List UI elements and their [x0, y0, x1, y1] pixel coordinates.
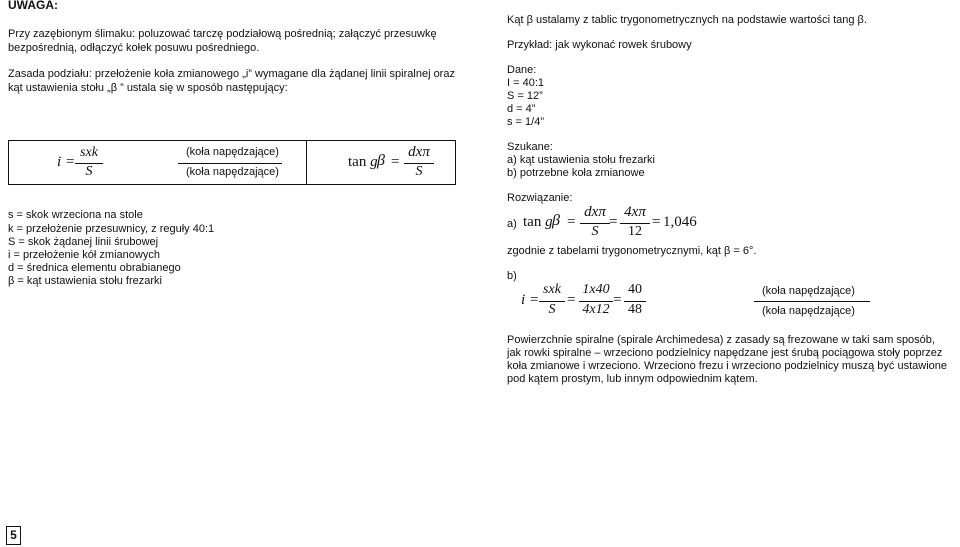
solution-b-eq2: = [567, 292, 576, 308]
formula-tan-denominator: S [415, 164, 423, 179]
solution-a-num1: dxπ [584, 204, 606, 220]
solution-b-num3: 40 [628, 282, 642, 297]
solution-b-gears-bottom: (koła napędzające) [762, 305, 855, 317]
solution-a-eq3: = [652, 214, 661, 230]
solution-a-eq2: = [609, 214, 618, 230]
legend-item: S = skok żądanej linii śrubowej [8, 236, 159, 248]
principle-line-1: Zasada podziału: przełożenie koła zmianowego „i” wymagane dla żądanej linii spiralnej oraz [8, 68, 455, 80]
intro-text: Kąt β ustalamy z tablic trygonometrycznych na podstawie wartości tang β. [507, 14, 867, 26]
solution-title: Rozwiązanie: [507, 192, 573, 204]
formula-i-lhs: i [57, 154, 62, 170]
closing-line: Powierzchnie spiralne (spirale Archimedesa) z zasady są frezowane w taki sam sposób, [507, 334, 935, 346]
formula-panel-right-border [455, 140, 456, 185]
solution-b-lhs: i [521, 292, 526, 308]
solution-b-gears-top: (koła napędzające) [762, 285, 855, 297]
warning-title: UWAGA: [8, 0, 58, 12]
legend-item: i = przełożenie kół zmianowych [8, 249, 160, 261]
solution-a-conclusion: zgodnie z tabelami trygonometrycznymi, kąt β = 6°. [507, 245, 757, 257]
given-item: I = 40:1 [507, 77, 545, 89]
example-heading: Przykład: jak wykonać rowek śrubowy [507, 39, 692, 51]
formula-i-eq: = [66, 154, 75, 170]
page-number-box [6, 526, 21, 545]
solution-a-label: a) [507, 218, 517, 230]
solution-b-num2: 1x40 [582, 282, 610, 297]
formula-tan-lhs: tan g [348, 154, 378, 170]
solution-b-den1: S [548, 302, 556, 317]
sought-title: Szukane: [507, 141, 553, 153]
legend-item: β = kąt ustawienia stołu frezarki [8, 275, 162, 287]
given-title: Dane: [507, 64, 537, 76]
principle-line-2: kąt ustawienia stołu „β ” ustala się w sposób następujący: [8, 82, 288, 94]
formula-i-numerator: sxk [80, 145, 98, 160]
solution-a-lhs: tan g [523, 214, 553, 230]
formula-panel-divider [306, 140, 307, 185]
formula-tan-numerator: dxπ [408, 144, 430, 160]
solution-b-gears-bar [754, 301, 870, 302]
given-item: S = 12” [507, 90, 543, 102]
solution-b-num1: sxk [543, 282, 561, 297]
solution-a-eq1: = [567, 214, 576, 230]
solution-b-label: b) [507, 270, 517, 282]
legend-item: k = przełożenie przesuwnicy, z reguły 40:1 [8, 223, 215, 235]
solution-b-den2: 4x12 [582, 302, 610, 317]
warning-line-1: Przy zazębionym ślimaku: poluzować tarczę podziałową pośrednią; załączyć przesuwkę [8, 28, 437, 40]
formula-i-denominator: S [85, 164, 93, 179]
warning-line-2: bezpośrednią, odłączyć kołek posuwu pośredniego. [8, 42, 260, 54]
solution-a-result: 1,046 [663, 214, 697, 230]
gears-label-bottom: (koła napędzające) [186, 166, 279, 178]
formula-tan-beta: β [377, 152, 385, 169]
formula-panel-left-border [8, 140, 9, 185]
solution-a-beta: β [552, 212, 560, 229]
solution-a-den2: 12 [628, 224, 642, 239]
solution-b-eq1: = [530, 292, 539, 308]
solution-b-den3: 48 [628, 302, 642, 317]
formula-panel-top-border [8, 140, 456, 141]
given-item: d = 4” [507, 103, 536, 115]
legend-item: s = skok wrzeciona na stole [8, 209, 143, 221]
closing-line: koła zmianowe i wrzeciono. Wrzeciono frezu i wrzeciono podzielnicy muszą być ustawione [507, 360, 947, 372]
gears-label-top: (koła napędzające) [186, 146, 279, 158]
gears-fraction-bar [178, 163, 282, 164]
solution-a-num2: 4xπ [624, 204, 646, 220]
sought-item: a) kąt ustawienia stołu frezarki [507, 154, 655, 166]
legend-item: d = średnica elementu obrabianego [8, 262, 181, 274]
given-item: s = 1/4” [507, 116, 544, 128]
sought-item: b) potrzebne koła zmianowe [507, 167, 645, 179]
solution-b-eq3: = [613, 292, 622, 308]
page-number: 5 [10, 528, 17, 542]
solution-a-den1: S [591, 224, 599, 239]
formula-tan-eq: = [391, 154, 400, 170]
formula-panel-bottom-border [8, 184, 456, 185]
closing-line: pod kątem prostym, lub innym odpowiednim kątem. [507, 373, 758, 385]
closing-line: jak rowki spiralne – wrzeciono podzielnicy napędzane jest śrubą pociągowa stoły poprzez [507, 347, 943, 359]
